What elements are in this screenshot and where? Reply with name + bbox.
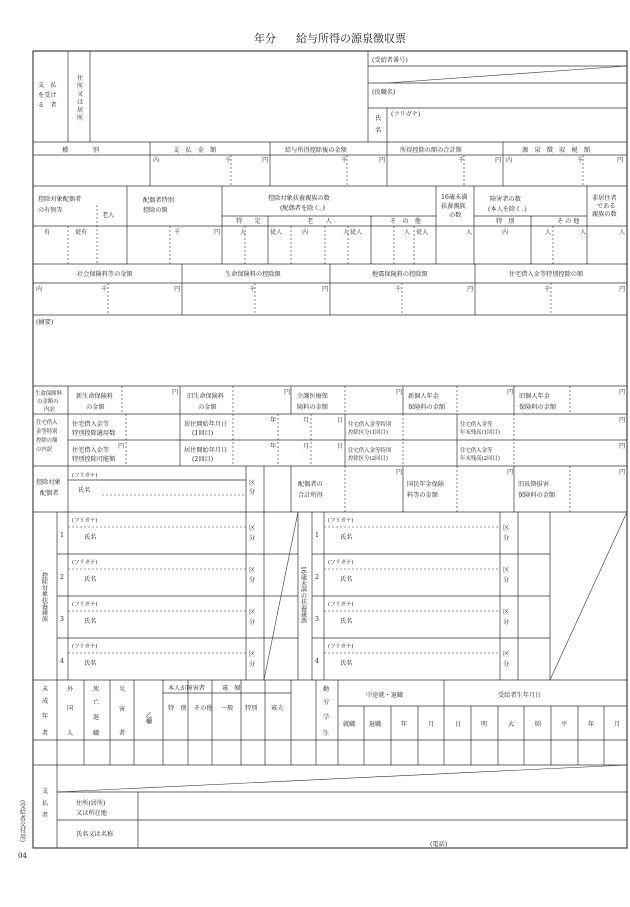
student-3: 学 — [323, 714, 330, 721]
death-2: 亡 — [93, 699, 100, 706]
dependents-right-label: 16歳未満の扶養親族 — [299, 566, 307, 624]
u16-row-number: 4 — [315, 658, 319, 665]
spouse-category-1: 区 — [249, 480, 256, 487]
midterm-label: 中途就・退職 — [366, 692, 404, 699]
possible-amount-2: 特別控除可能額 — [72, 456, 116, 463]
payer-label-1: 支 — [42, 788, 49, 795]
minor-1: 未 — [42, 686, 49, 693]
unit-from-specific: 従人 — [270, 229, 283, 236]
housing-deduction-label: 住宅借入金等特別控除の額 — [509, 271, 584, 278]
address-label-4: は — [77, 99, 84, 106]
social-insurance-label: 社会保険料等の金額 — [77, 271, 133, 278]
balance2-1: 住宅借入金等 — [460, 448, 493, 454]
position-label: (役職名) — [372, 89, 396, 96]
remarks-section — [33, 318, 627, 386]
disabled-other: そ の 他 — [557, 218, 580, 225]
era-taisho: 大 — [508, 721, 515, 728]
u16-category-1: 区 — [503, 651, 510, 658]
u16-category-2: 分 — [503, 535, 510, 542]
disabled-2: (本人を除く。) — [488, 206, 527, 213]
unit-yen-tax: 円 — [617, 157, 624, 164]
u16-category-2: 分 — [503, 577, 510, 584]
unit-dependent: 従有 — [75, 229, 88, 236]
housing-label-4: の内訳 — [36, 447, 53, 453]
life-detail-label-2: の金額の — [37, 399, 59, 405]
payer-phone: (電話) — [430, 841, 448, 848]
u16-row-number: 3 — [315, 616, 319, 623]
payer-address-1: 住所(居所) — [76, 800, 106, 807]
u16-furigana: (フリガナ) — [328, 644, 354, 650]
unit-month-midterm: 月 — [428, 721, 435, 728]
balance1-2: 年末残高(1回目) — [460, 430, 500, 436]
count-header-2: (配偶者を除く。) — [280, 205, 325, 212]
era-showa: 昭 — [535, 721, 542, 728]
start2-2: (2回目) — [192, 456, 214, 463]
unit-day-1: 日 — [337, 417, 344, 424]
payee-label-2: を受け — [38, 92, 57, 99]
student-1: 勤 — [323, 686, 330, 693]
spouse-furigana: (フリガナ) — [72, 473, 98, 479]
start1-2: (1回目) — [192, 430, 214, 437]
spouse-category-2: 分 — [249, 489, 256, 496]
title-year-label: 年分 — [254, 32, 276, 45]
address-label-3: 又 — [77, 91, 84, 98]
self-disabled-label: 本人が障害者 — [168, 685, 206, 692]
student-4: 生 — [323, 730, 330, 737]
unit-person-others: 人 — [404, 229, 411, 236]
u16-category-1: 区 — [503, 609, 510, 616]
dependent-category-1: 区 — [249, 651, 256, 658]
student-2: 労 — [323, 699, 330, 706]
unit-yen-social: 円 — [174, 286, 181, 293]
disaster-2: 害 — [119, 706, 126, 713]
widower-label: 寡夫 — [271, 705, 284, 712]
unit-from-old: 従人 — [350, 229, 363, 236]
applicable-count-2: 特別控除適用数 — [72, 430, 116, 437]
era-heisei: 平 — [561, 721, 568, 728]
title-main: 給与所得の源泉徴収票 — [296, 32, 406, 45]
u16-furigana: (フリガナ) — [328, 602, 354, 608]
death-3: 退 — [93, 714, 100, 721]
u16-category-1: 区 — [503, 567, 510, 574]
life-insurance-label: 生命保険料の控除額 — [225, 271, 281, 278]
header-payment: 支 払 金 額 — [173, 147, 217, 154]
unit-thousand-tax: 千 — [577, 157, 584, 164]
address-label-2: 所 — [77, 83, 84, 90]
unit-month-birth: 月 — [614, 721, 621, 728]
hire-label: 就職 — [343, 721, 356, 728]
u16-furigana: (フリガナ) — [328, 560, 354, 566]
address-label-1: 住 — [77, 75, 84, 82]
dependents-left-label: 控除対象扶養親族 — [40, 572, 48, 622]
unit-inner-old: 内 — [302, 229, 309, 236]
care-1: 介護医療保 — [297, 393, 328, 400]
dependent-row-number: 4 — [60, 658, 64, 665]
dependents-count-section — [33, 186, 627, 264]
unit-month-1: 月 — [303, 417, 310, 424]
dependent-category-1: 区 — [249, 525, 256, 532]
recipient-number-label: (受給者番号) — [372, 57, 408, 64]
unit-year-birth: 年 — [588, 721, 595, 728]
spouse-income-2: 合計所得 — [298, 492, 323, 499]
payer-address-2: 又は所在地 — [76, 810, 107, 817]
widow-label: 寡 婦 — [222, 685, 241, 692]
unit-yen-housing: 円 — [619, 286, 626, 293]
dependent-furigana: (フリガナ) — [72, 518, 98, 524]
balance1-1: 住宅借入金等 — [460, 422, 493, 428]
spouse-presence-2: の有無等 — [38, 207, 63, 214]
old-life-1: 旧生命保険料 — [187, 393, 225, 400]
unit-yen-spouse: 円 — [214, 229, 221, 236]
payee-label-1: 支 払 — [38, 82, 57, 89]
unit-inner-payment: 内 — [153, 157, 160, 164]
unit-person-specific: 人 — [240, 229, 247, 236]
old-long-term-2: 保険料の金額 — [518, 492, 556, 499]
count-specific: 特 定 — [236, 218, 261, 225]
new-pension-1: 新個人年金 — [408, 393, 439, 400]
unit-thousand-spouse: 千 — [174, 229, 181, 236]
form-number: 04 — [18, 852, 27, 860]
unit-yen-spouse-income: 円 — [396, 469, 403, 476]
dependent-furigana: (フリガナ) — [72, 602, 98, 608]
status-section — [33, 680, 627, 765]
self-special: 特 別 — [168, 705, 187, 712]
payer-label-3: 者 — [42, 812, 49, 819]
national-pension-2: 料等の金額 — [407, 492, 438, 499]
category1-2: 控除区分(1回目) — [348, 430, 388, 436]
disabled-1: 障害者の数 — [490, 196, 521, 203]
header-type: 種 別 — [62, 147, 100, 154]
spouse-income-1: 配偶者の — [298, 481, 323, 488]
payee-section — [38, 51, 627, 142]
start2-1: 居住開始年月日 — [184, 447, 228, 454]
u16-category-2: 分 — [503, 661, 510, 668]
dependent-category-1: 区 — [249, 609, 256, 616]
spouse-deduction-2: 控除の額 — [143, 207, 168, 214]
payer-section — [42, 765, 627, 848]
name-label-1: 氏 — [375, 115, 382, 122]
unit-day-2: 日 — [337, 443, 344, 450]
unit-thousand-housing: 千 — [544, 286, 551, 293]
earthquake-insurance-label: 地震保険料の控除額 — [372, 271, 428, 278]
spouse-name: 氏名 — [78, 487, 91, 494]
dependent-category-2: 分 — [249, 661, 256, 668]
dependent-row-number: 3 — [60, 616, 64, 623]
minor-4: 者 — [42, 730, 49, 737]
spouse-block-label-1: 控除対象 — [36, 479, 61, 486]
foreigner-2: 国 — [67, 705, 74, 712]
unit-inner-disabled: 内 — [502, 229, 509, 236]
dependent-furigana: (フリガナ) — [72, 560, 98, 566]
applicable-count-1: 住宅借入金等 — [72, 421, 110, 428]
u16-name: 氏名 — [340, 534, 353, 541]
unit-yen-new-pension: 円 — [507, 389, 514, 396]
start1-1: 居住開始年月日 — [184, 421, 228, 428]
unit-yen-new-life: 円 — [172, 389, 179, 396]
dependent-row-number: 1 — [60, 532, 64, 539]
death-4: 職 — [93, 730, 100, 737]
unit-thousand-payment: 千 — [225, 157, 232, 164]
unit-thousand-total: 千 — [458, 157, 465, 164]
under16-1: 16歳未満 — [441, 194, 468, 201]
dependent-category-2: 分 — [249, 535, 256, 542]
widow-special: 特別 — [245, 705, 258, 712]
furigana-label: (フリガナ) — [391, 111, 421, 118]
housing-label-2: 金等特別 — [36, 429, 58, 435]
amounts-section — [33, 142, 627, 186]
retire-label: 退職 — [369, 721, 382, 728]
nonresident-3: 親族の数 — [592, 211, 617, 218]
old-pension-1: 旧個人年金 — [519, 393, 550, 400]
unit-yen-possible: 円 — [118, 443, 125, 450]
unit-person-under16: 人 — [466, 229, 473, 236]
unit-yen-old-pension: 円 — [619, 389, 626, 396]
national-pension-1: 国民年金保険 — [407, 481, 445, 488]
unit-thousand-life: 千 — [249, 286, 256, 293]
payee-label-3: る 者 — [38, 102, 57, 109]
unit-yen-national-pension: 円 — [507, 469, 514, 476]
self-other: その他 — [194, 705, 213, 712]
unit-person-other: 人 — [580, 229, 587, 236]
birth-label: 受給者生年月日 — [498, 692, 542, 699]
header-after-deduction: 給与所得控除後の金額 — [285, 147, 347, 154]
spouse-block-label-2: 配偶者 — [40, 490, 59, 497]
unit-yen-payment: 円 — [262, 157, 269, 164]
category1-1: 住宅借入金等特別 — [348, 422, 392, 428]
spouse-elderly: 老人 — [102, 212, 115, 219]
unit-yen-care: 円 — [396, 389, 403, 396]
dependent-name: 氏名 — [84, 576, 97, 583]
nonresident-2: である — [597, 203, 616, 210]
category2-1: 住宅借入金等特別 — [348, 448, 392, 454]
new-life-2: の金額 — [86, 404, 105, 411]
dependent-name: 氏名 — [84, 534, 97, 541]
unit-yen-total: 円 — [495, 157, 502, 164]
dependents-section — [33, 512, 627, 680]
new-life-1: 新生命保険料 — [76, 393, 114, 400]
dependent-category-2: 分 — [249, 619, 256, 626]
disaster-1: 災 — [119, 686, 126, 693]
address-label-6: 所 — [77, 115, 84, 122]
housing-label-3: 控除の額 — [36, 438, 58, 444]
unit-yen-earthquake: 円 — [467, 286, 474, 293]
dependent-category-2: 分 — [249, 577, 256, 584]
disaster-3: 者 — [119, 730, 126, 737]
u16-furigana: (フリガナ) — [328, 518, 354, 524]
housing-detail-section — [33, 414, 627, 466]
balance2-2: 年末残高(2回目) — [460, 456, 500, 462]
u16-row-number: 1 — [315, 532, 319, 539]
minor-3: 年 — [42, 713, 49, 720]
u16-category-1: 区 — [503, 525, 510, 532]
unit-from-others: 従人 — [416, 229, 429, 236]
housing-label-1: 住宅借入 — [36, 420, 58, 426]
unit-person-special: 人 — [545, 229, 552, 236]
possible-amount-1: 住宅借入金等 — [72, 447, 110, 454]
disabled-special: 特 別 — [496, 218, 515, 225]
dependent-name: 氏名 — [84, 660, 97, 667]
unit-thousand-social: 千 — [101, 286, 108, 293]
spouse-deduction-1: 配偶者特別 — [143, 197, 174, 204]
payer-name: 氏名又は名称 — [76, 831, 114, 838]
unit-yen-after: 円 — [379, 157, 386, 164]
life-detail-label-3: 内訳 — [44, 407, 55, 413]
unit-with: 有 — [44, 229, 51, 236]
u16-name: 氏名 — [340, 618, 353, 625]
unit-year-midterm: 年 — [401, 721, 408, 728]
unit-yen-life: 円 — [322, 286, 329, 293]
unit-year-1: 年 — [270, 417, 277, 424]
payer-label-2: 払 — [42, 800, 49, 807]
era-meiji: 明 — [481, 721, 488, 728]
dependent-furigana: (フリガナ) — [72, 644, 98, 650]
unit-year-2: 年 — [270, 443, 277, 450]
header-withholding-tax: 源 泉 徴 収 税 額 — [522, 147, 591, 154]
u16-category-2: 分 — [503, 619, 510, 626]
minor-2: 成 — [42, 698, 49, 705]
under16-3: の数 — [449, 212, 462, 219]
u16-row-number: 2 — [315, 574, 319, 581]
spouse-section — [33, 466, 627, 512]
life-detail-label-1: 生命保険料 — [35, 391, 62, 397]
unit-thousand-after: 千 — [341, 157, 348, 164]
dependent-row-number: 2 — [60, 574, 64, 581]
name-label-2: 名 — [375, 127, 382, 134]
old-pension-2: 保険料の金額 — [519, 404, 557, 411]
unit-yen-balance2: 円 — [619, 443, 626, 450]
remarks-label: (摘要) — [36, 319, 54, 326]
unit-person-nonresident: 人 — [619, 229, 626, 236]
count-header-1: 控除対象扶養親族の数 — [268, 195, 330, 202]
category2-2: 控除区分(2回目) — [348, 456, 388, 462]
unit-yen-balance1: 円 — [619, 417, 626, 424]
unit-yen-old-life: 円 — [284, 389, 291, 396]
u16-name: 氏名 — [340, 660, 353, 667]
death-1: 死 — [93, 686, 100, 693]
count-others: そ の 他 — [390, 218, 421, 225]
unit-yen-old-long-term: 円 — [619, 469, 626, 476]
side-note: (受給者交付用) — [18, 800, 26, 843]
unit-day-midterm: 日 — [455, 721, 462, 728]
insurance-section — [33, 264, 627, 315]
unit-person-old: 人 — [343, 229, 350, 236]
unit-month-2: 月 — [303, 443, 310, 450]
old-life-2: の金額 — [198, 404, 217, 411]
count-old: 老 人 — [307, 218, 332, 225]
spouse-presence-1: 控除対象配偶者 — [38, 196, 82, 203]
address-label-5: 居 — [77, 107, 84, 114]
life-detail-section — [33, 386, 627, 414]
nonresident-1: 非居住者 — [592, 195, 617, 202]
dependent-name: 氏名 — [84, 618, 97, 625]
new-pension-2: 保険料の金額 — [408, 404, 446, 411]
widow-general: 一般 — [221, 705, 234, 712]
foreigner-3: 人 — [67, 730, 74, 737]
otsu-label: 乙欄 — [144, 712, 152, 725]
unit-inner-social: 内 — [36, 286, 43, 293]
unit-inner-tax: 内 — [506, 157, 513, 164]
header-total-deductions: 所得控除の額の合計額 — [400, 147, 462, 154]
care-2: 険料の金額 — [297, 404, 328, 411]
u16-name: 氏名 — [340, 576, 353, 583]
unit-thousand-earthquake: 千 — [395, 286, 402, 293]
under16-2: 扶養親族 — [441, 203, 466, 210]
dependent-category-1: 区 — [249, 567, 256, 574]
foreigner-1: 外 — [67, 686, 74, 693]
old-long-term-1: 旧長期損害 — [518, 481, 549, 488]
